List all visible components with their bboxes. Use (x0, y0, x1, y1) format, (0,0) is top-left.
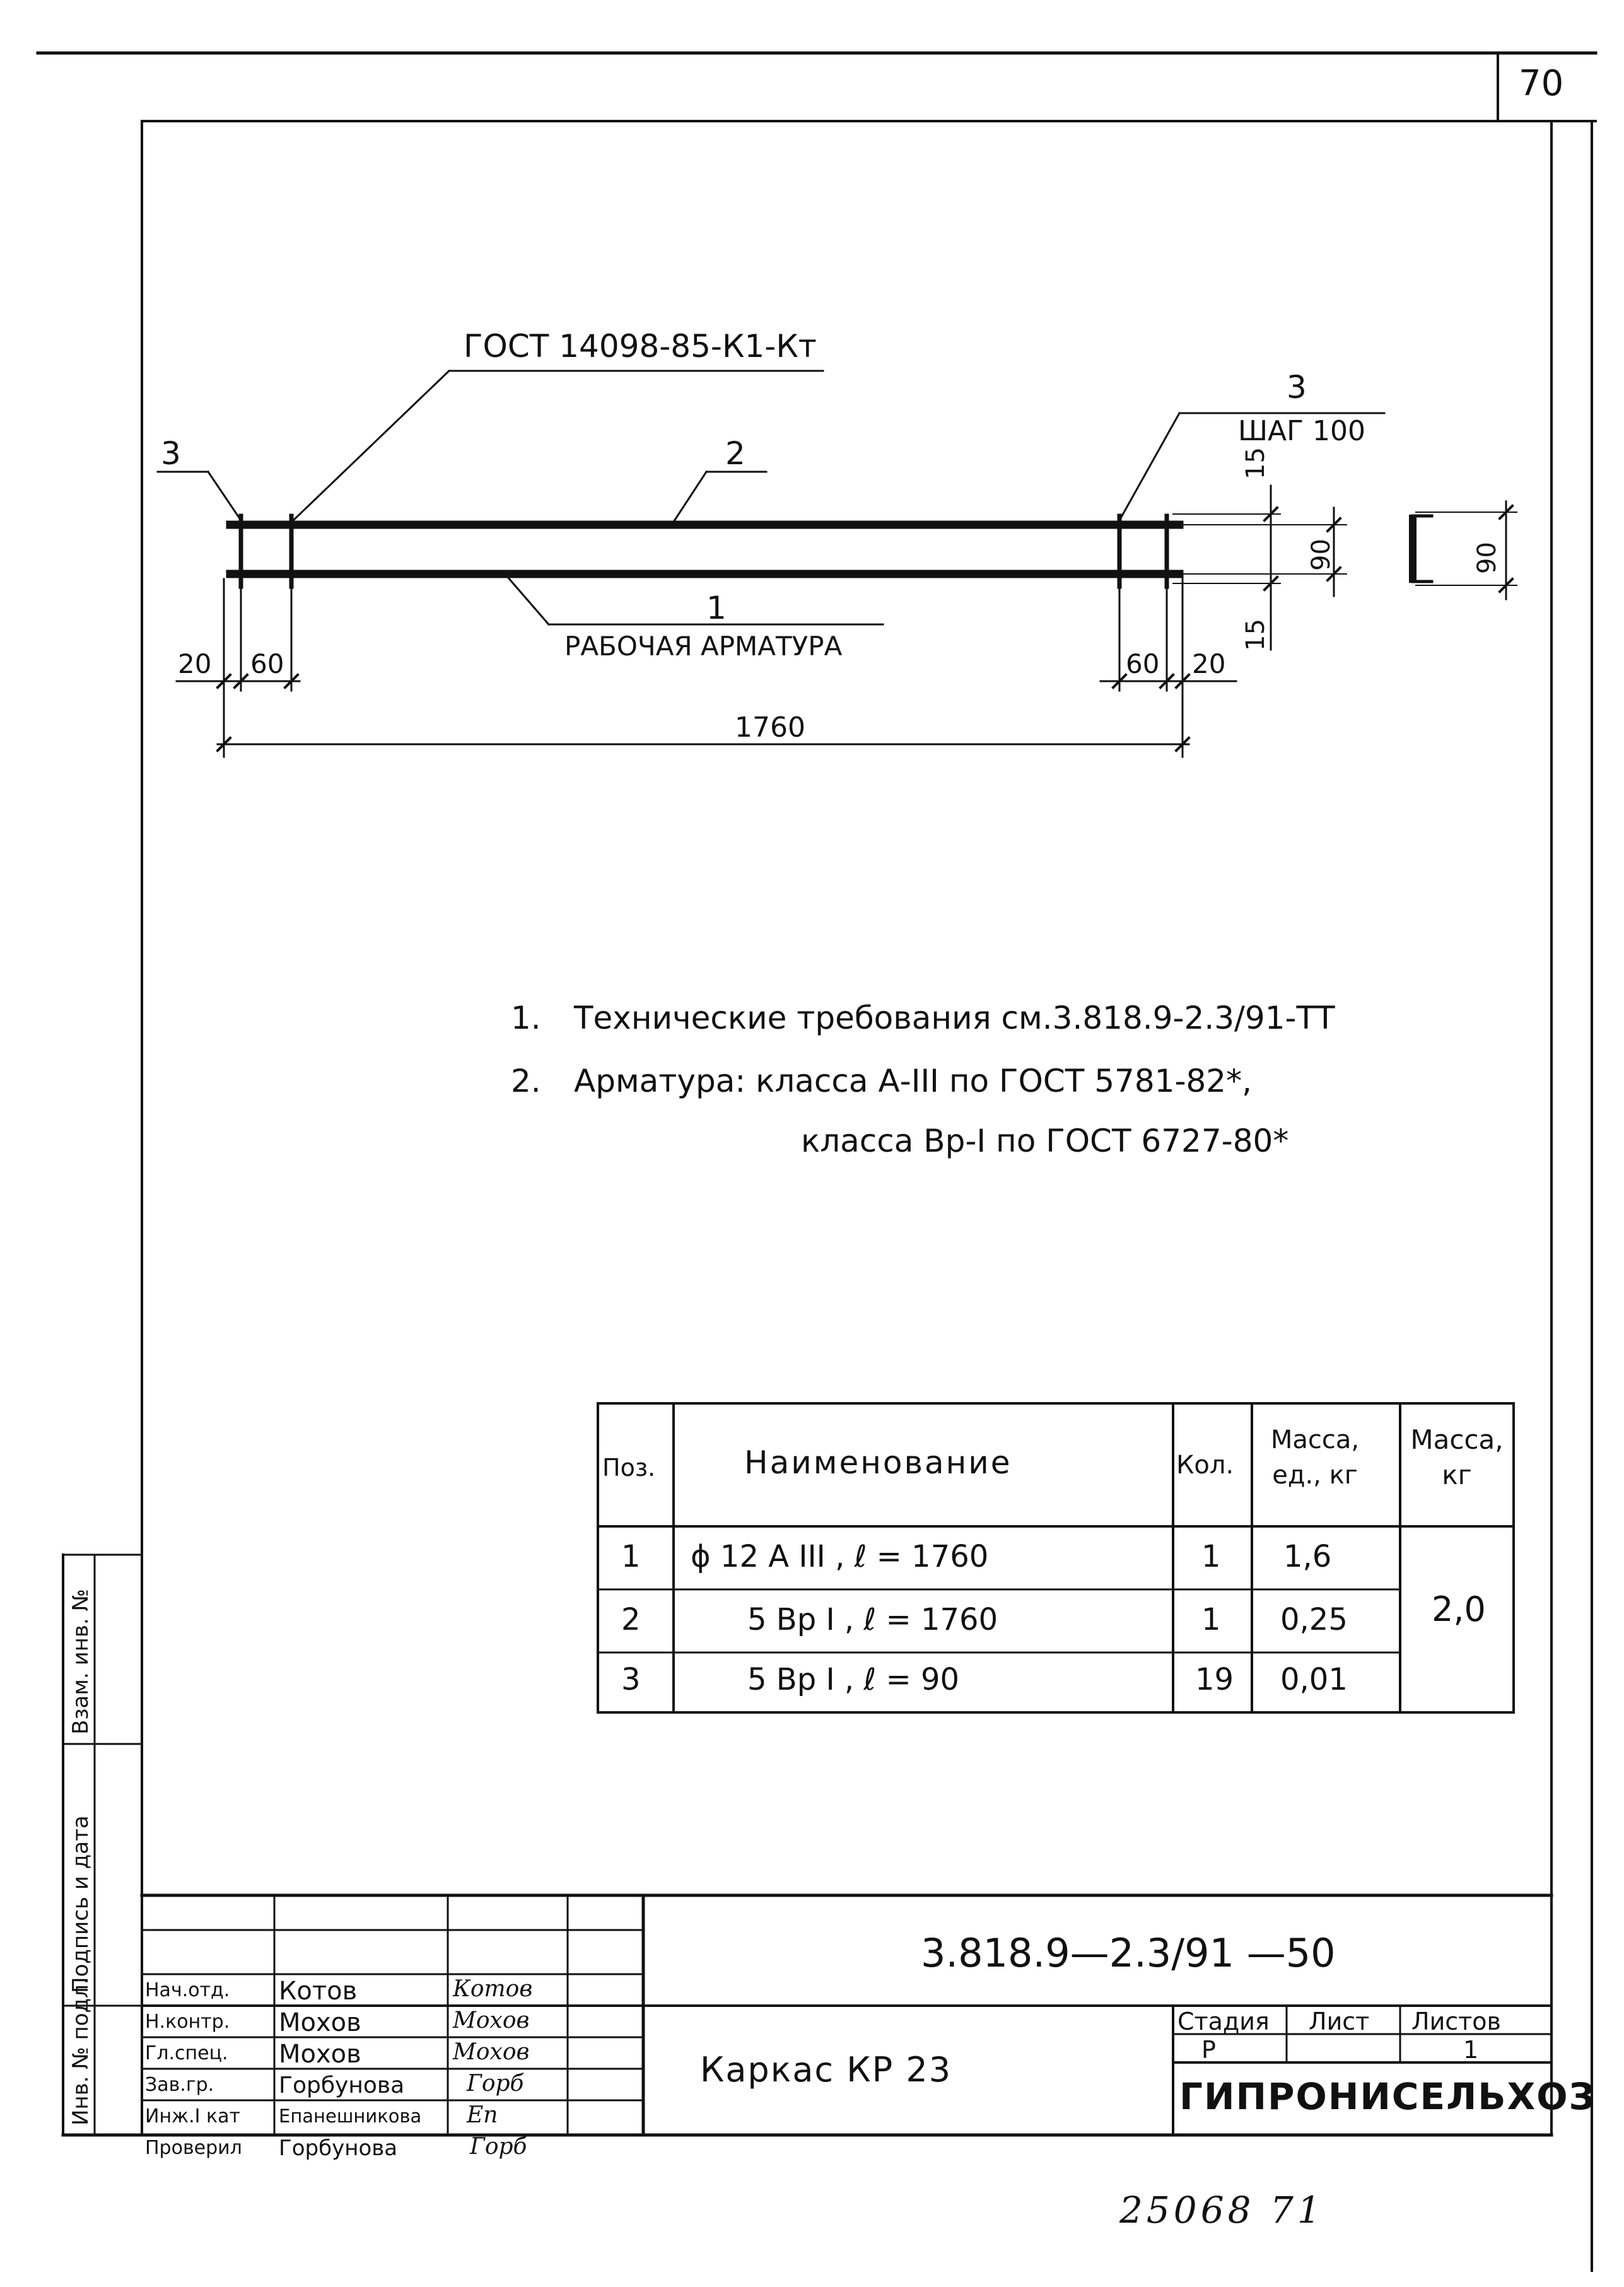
name-checked: Горбунова (279, 2136, 398, 2161)
signature-4: Горб (467, 2071, 524, 2097)
spec-row-1-qty: 1 (1201, 1539, 1221, 1574)
page-number: 70 (1519, 63, 1564, 104)
note-1-number: 1. (511, 1000, 541, 1036)
signature-6: Горб (470, 2134, 527, 2160)
dim-15-top: 15 (1241, 447, 1270, 479)
sheet-header: Лист (1309, 2008, 1370, 2035)
note-2-text: Арматура: класса А-III по ГОСТ 5781-82*, (574, 1063, 1252, 1099)
doc-code: 3.818.9—2.3/91 —50 (921, 1930, 1336, 1976)
sheets-header: Листов (1411, 2008, 1501, 2035)
spec-row-3-pos: 3 (621, 1662, 641, 1697)
spec-total-mass: 2,0 (1432, 1589, 1486, 1629)
spec-row-3-qty: 19 (1195, 1662, 1234, 1697)
spec-row-1-pos: 1 (621, 1539, 641, 1574)
stamp-inv-repl: Взам. инв. № (68, 1589, 93, 1734)
organization: ГИПРОНИСЕЛЬХОЗ (1179, 2075, 1596, 2118)
spec-row-3-unit-mass: 0,01 (1280, 1662, 1348, 1697)
callout-1: 1 (706, 590, 727, 626)
role-head-dept: Нач.отд. (145, 1979, 230, 2001)
dim-1760: 1760 (735, 711, 805, 744)
spec-header-qty: Кол. (1176, 1451, 1234, 1480)
spec-row-2-pos: 2 (621, 1602, 641, 1637)
spec-row-2-unit-mass: 0,25 (1280, 1602, 1348, 1637)
step-label: ШАГ 100 (1238, 415, 1365, 447)
gost-weld-label: ГОСТ 14098-85-К1-Кт (464, 328, 817, 365)
dim-60-left: 60 (250, 648, 284, 679)
stage-value: Р (1201, 2036, 1216, 2064)
spec-row-2-qty: 1 (1201, 1602, 1221, 1637)
signature-5: Еп (467, 2102, 498, 2128)
stamp-sign-date: Подпись и дата (68, 1815, 93, 1993)
section-dim-90: 90 (1473, 542, 1502, 574)
dim-15-bottom: 15 (1241, 619, 1270, 651)
spec-header-name: Наименование (744, 1444, 1012, 1481)
spec-row-1-name: ϕ 12 А III , ℓ = 1760 (691, 1539, 989, 1574)
stamp-inv-orig: Инв. № подл. (68, 1977, 93, 2126)
spec-header-pos: Поз. (602, 1454, 656, 1482)
note-2-number: 2. (511, 1063, 541, 1099)
dim-20-left: 20 (178, 648, 212, 679)
role-chief-spec: Гл.спец. (145, 2042, 228, 2064)
stage-header: Стадия (1177, 2008, 1270, 2035)
signature-3: Мохов (453, 2039, 530, 2065)
note-1-text: Технические требования см.3.818.9-2.3/91-ТТ (574, 1000, 1335, 1036)
name-chief-spec: Мохов (279, 2040, 361, 2069)
sheets-value: 1 (1463, 2036, 1479, 2064)
dim-20-right: 20 (1192, 648, 1226, 679)
bottom-archive-number: 25068 71 (1119, 2189, 1324, 2231)
name-head-dept: Котов (279, 1977, 358, 2006)
callout-2: 2 (725, 435, 745, 472)
signature-1: Котов (453, 1976, 533, 2002)
spec-row-2-name: 5 Вр I , ℓ = 1760 (747, 1602, 998, 1637)
role-group-head: Зав.гр. (145, 2074, 214, 2096)
dim-90: 90 (1307, 539, 1336, 571)
role-engineer: Инж.I кат (145, 2105, 240, 2127)
spec-header-unit-mass: Масса, ед., кг (1270, 1425, 1360, 1490)
name-norm-control: Мохов (279, 2008, 361, 2037)
name-engineer: Епанешникова (279, 2105, 422, 2127)
name-group-head: Горбунова (279, 2073, 405, 2098)
callout-3-right: 3 (1287, 369, 1307, 406)
role-norm-control: Н.контр. (145, 2011, 230, 2033)
spec-header-mass: Масса, кг (1410, 1424, 1504, 1490)
spec-row-3-name: 5 Вр I , ℓ = 90 (747, 1662, 960, 1697)
dim-60-right: 60 (1126, 648, 1160, 679)
working-rebar-label: РАБОЧАЯ АРМАТУРА (564, 631, 843, 662)
note-2-continuation: класса Вр-I по ГОСТ 6727-80* (801, 1123, 1289, 1159)
drawing-title: Каркас КР 23 (700, 2050, 952, 2090)
callout-3-left: 3 (161, 435, 181, 472)
spec-row-1-unit-mass: 1,6 (1283, 1539, 1332, 1574)
role-checked: Проверил (145, 2137, 242, 2159)
signature-2: Мохов (453, 2008, 530, 2033)
